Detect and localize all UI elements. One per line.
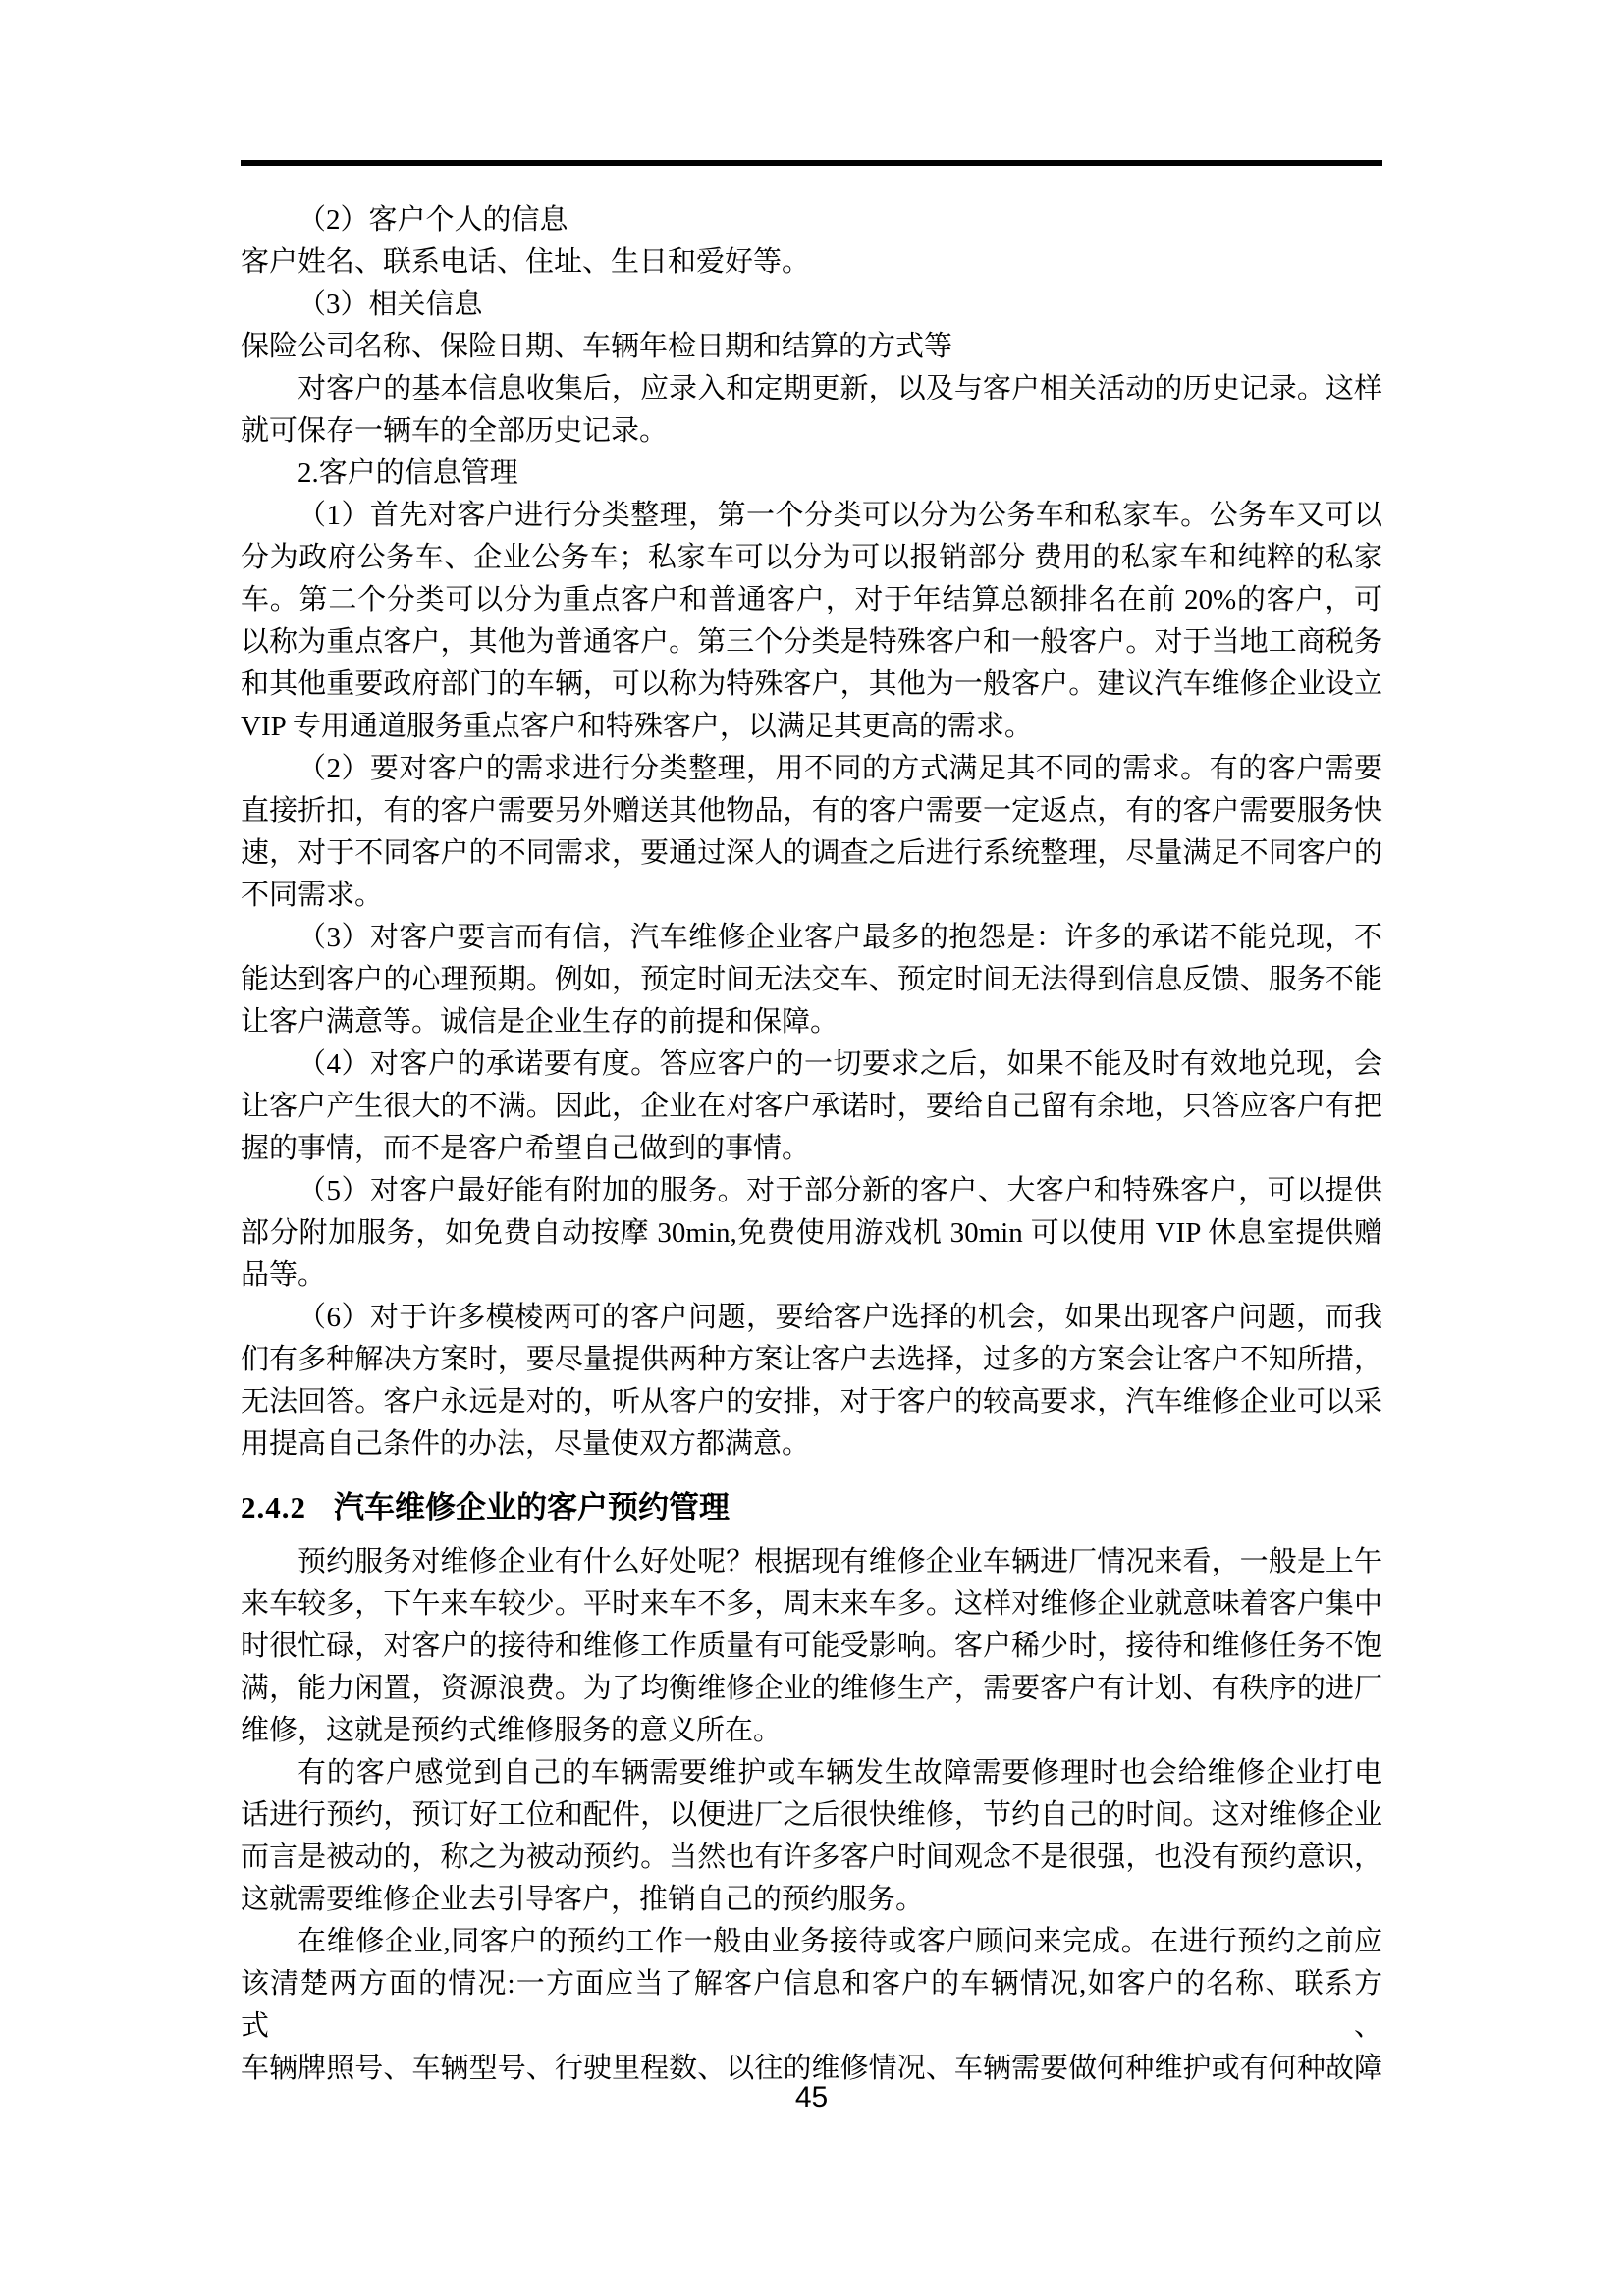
text-line: （2）客户个人的信息: [298, 204, 568, 236]
text-line: 车。第二个分类可以分为重点客户和普通客户，对于年结算总额排名在前 20%的客户，可: [241, 584, 1382, 615]
text-line: 让客户满意等。诚信是企业生存的前提和保障。: [241, 1006, 839, 1038]
text-line: 直接折扣，有的客户需要另外赠送其他物品，有的客户需要一定返点，有的客户需要服务快: [241, 795, 1382, 827]
text-line: （6）对于许多模棱两可的客户问题，要给客户选择的机会，如果出现客户问题，而我: [298, 1302, 1382, 1333]
section-title: 汽车维修企业的客户预约管理: [334, 1490, 730, 1524]
text-line: 速，对于不同客户的不同需求，要通过深人的调查之后进行系统整理，尽量满足不同客户的: [241, 837, 1382, 869]
text-line: VIP 专用通道服务重点客户和特殊客户，以满足其更高的需求。: [241, 711, 1033, 742]
text-line: 满，能力闲置，资源浪费。为了均衡维修企业的维修生产，需要客户有计划、有秩序的进厂: [241, 1673, 1382, 1704]
text-line: 能达到客户的心理预期。例如，预定时间无法交车、预定时间无法得到信息反馈、服务不能: [241, 964, 1382, 995]
text-line: （4）对客户的承诺要有度。答应客户的一切要求之后，如果不能及时有效地兑现，会: [298, 1048, 1382, 1080]
text-line: 车辆牌照号、车辆型号、行驶里程数、以往的维修情况、车辆需要做何种维护或有何种故障: [241, 2053, 1382, 2084]
text-line: 以称为重点客户，其他为普通客户。第三个分类是特殊客户和一般客户。对于当地工商税务: [241, 626, 1382, 658]
text-line: 该清楚两方面的情况:一方面应当了解客户信息和客户的车辆情况,如客户的名称、联系方式、: [241, 1968, 1382, 2042]
document-body: [241, 199, 1382, 2090]
text-line: 部分附加服务，如免费自动按摩 30min,免费使用游戏机 30min 可以使用 VIP 休息室提供赠: [241, 1217, 1382, 1249]
text-line: 握的事情，而不是客户希望自己做到的事情。: [241, 1133, 811, 1164]
text-line: 维修，这就是预约式维修服务的意义所在。: [241, 1715, 783, 1746]
text-line: 们有多种解决方案时，要尽量提供两种方案让客户去选择，过多的方案会让客户不知所措，: [241, 1344, 1382, 1375]
text-line: 和其他重要政府部门的车辆，可以称为特殊客户，其他为一般客户。建议汽车维修企业设立: [241, 668, 1382, 700]
text-line: 预约服务对维修企业有什么好处呢？根据现有维修企业车辆进厂情况来看，一般是上午: [298, 1546, 1382, 1577]
text-line: （3）对客户要言而有信，汽车维修企业客户最多的抱怨是：许多的承诺不能兑现，不: [298, 922, 1382, 953]
text-line: 品等。: [241, 1259, 327, 1291]
text-line: 在维修企业,同客户的预约工作一般由业务接待或客户顾问来完成。在进行预约之前应: [298, 1926, 1382, 1957]
text-line: 分为政府公务车、企业公务车；私家车可以分为可以报销部分 费用的私家车和纯粹的私家: [241, 542, 1382, 573]
text-line: 话进行预约，预订好工位和配件，以便进厂之后很快维修，节约自己的时间。这对维修企业: [241, 1799, 1382, 1831]
text-line: （1）首先对客户进行分类整理，第一个分类可以分为公务车和私家车。公务车又可以: [298, 500, 1382, 531]
text-line: 无法回答。客户永远是对的，听从客户的安排，对于客户的较高要求，汽车维修企业可以采: [241, 1386, 1382, 1417]
text-line: 就可保存一辆车的全部历史记录。: [241, 415, 669, 447]
text-line: 这就需要维修企业去引导客户，推销自己的预约服务。: [241, 1884, 925, 1915]
text-line: 来车较多，下午来车较少。平时来车不多，周末来车多。这样对维修企业就意味着客户集中: [241, 1588, 1382, 1620]
text-line: 保险公司名称、保险日期、车辆年检日期和结算的方式等: [241, 331, 953, 362]
page-number: 45: [794, 2081, 829, 2113]
section-number: 2.4.2: [241, 1490, 306, 1524]
text-line: 有的客户感觉到自己的车辆需要维护或车辆发生故障需要修理时也会给维修企业打电: [298, 1757, 1382, 1789]
text-line: 客户姓名、联系电话、住址、生日和爱好等。: [241, 246, 811, 278]
text-line: 不同需求。: [241, 880, 384, 911]
section-heading: [241, 1485, 1382, 1530]
header-rule: [241, 160, 1382, 166]
text-line: （3）相关信息: [298, 289, 483, 320]
text-line: 用提高自己条件的办法，尽量使双方都满意。: [241, 1428, 811, 1460]
text-line: 对客户的基本信息收集后，应录入和定期更新，以及与客户相关活动的历史记录。这样: [298, 373, 1382, 404]
text-line: 时很忙碌，对客户的接待和维修工作质量有可能受影响。客户稀少时，接待和维修任务不饱: [241, 1630, 1382, 1662]
text-line: 而言是被动的，称之为被动预约。当然也有许多客户时间观念不是很强，也没有预约意识，: [241, 1842, 1382, 1873]
text-line: （2）要对客户的需求进行分类整理，用不同的方式满足其不同的需求。有的客户需要: [298, 753, 1382, 784]
text-line: 2.客户的信息管理: [298, 457, 518, 489]
text-line: （5）对客户最好能有附加的服务。对于部分新的客户、大客户和特殊客户，可以提供: [298, 1175, 1382, 1206]
text-line: 让客户产生很大的不满。因此，企业在对客户承诺时，要给自己留有余地，只答应客户有把: [241, 1091, 1382, 1122]
